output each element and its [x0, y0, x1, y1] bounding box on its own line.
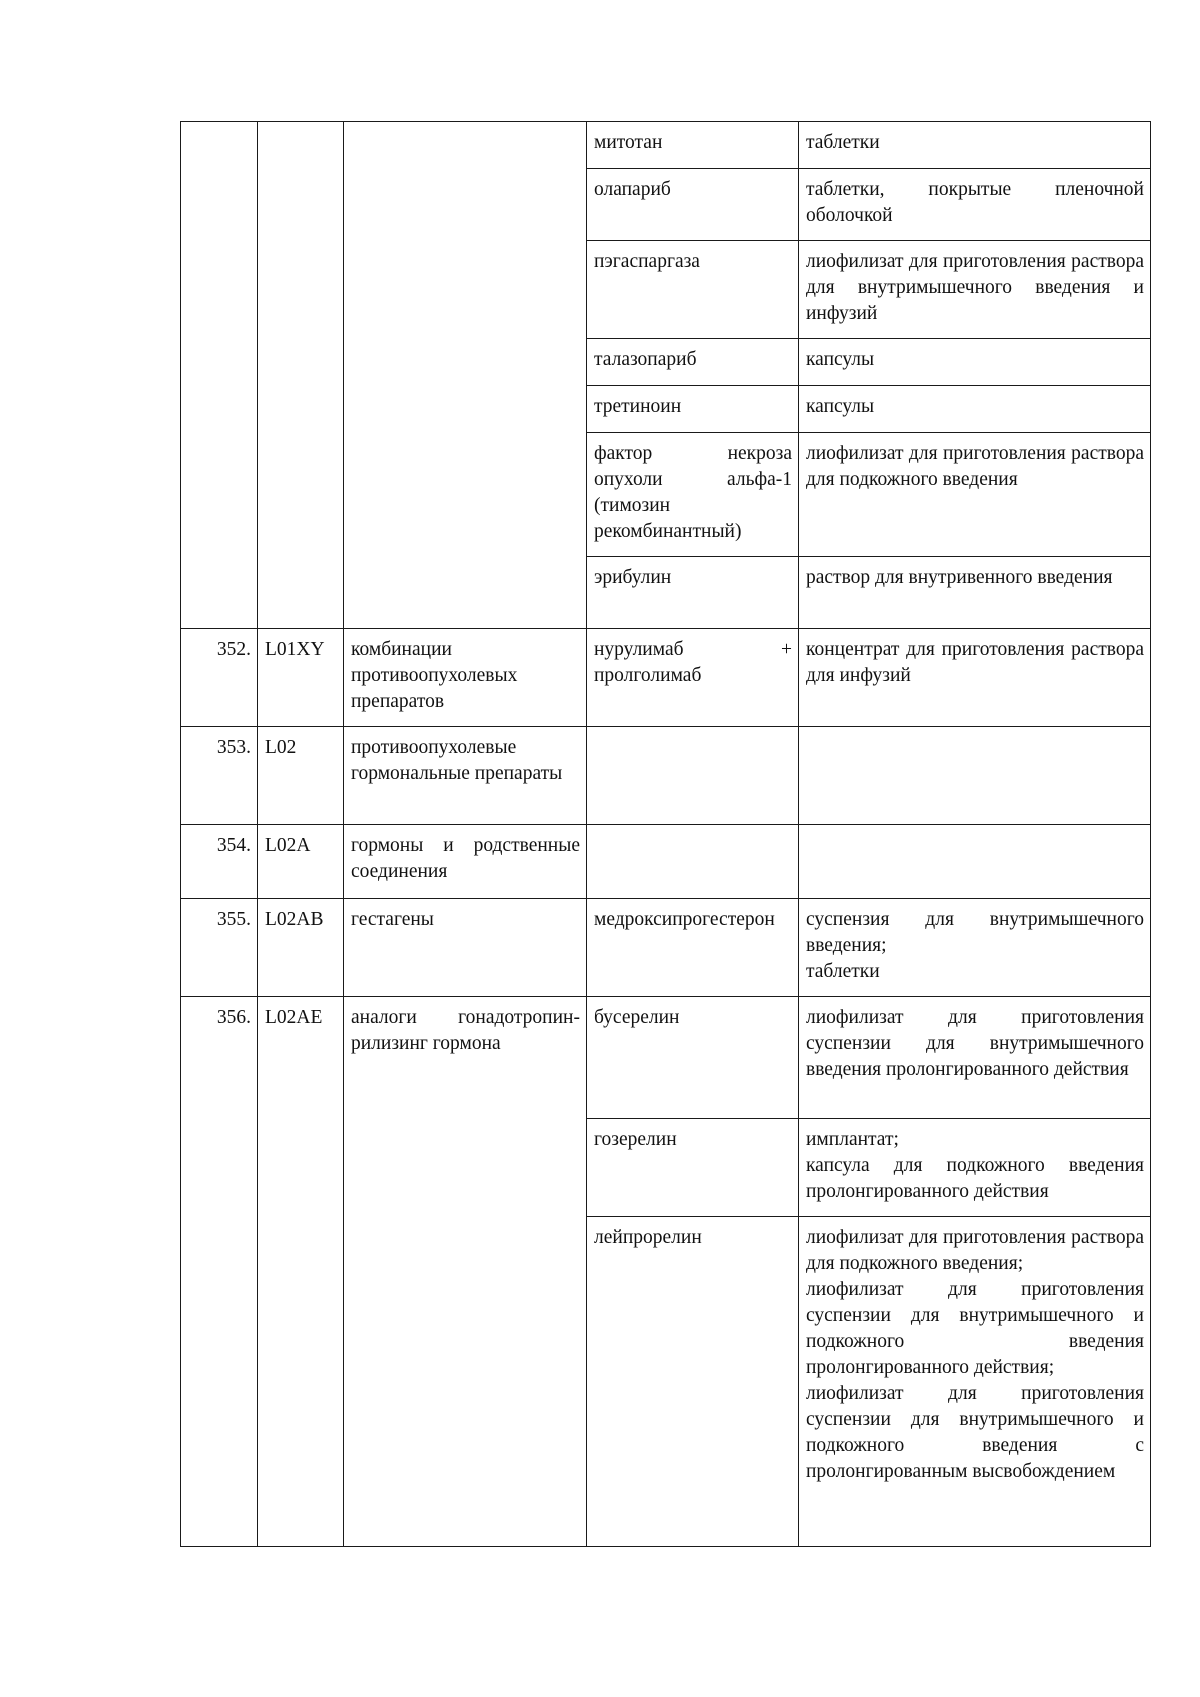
row-number-cell: 352.: [181, 629, 258, 727]
drug-name-cell: фактор некроза опухоли альфа-1 (тимозин рекомбинантный): [587, 433, 799, 557]
atc-code-cell: L02: [258, 727, 344, 825]
dosage-form-cell: капсулы: [799, 339, 1151, 386]
dosage-form-cell: таблетки, покрытые пленочной оболочкой: [799, 169, 1151, 241]
drug-name-cell: эрибулин: [587, 557, 799, 629]
table-row: [181, 727, 1151, 825]
atc-code-cell: L02AB: [258, 899, 344, 997]
row-number-cell: 355.: [181, 899, 258, 997]
table-row: [181, 629, 1151, 727]
dosage-form-cell: капсулы: [799, 386, 1151, 433]
dosage-form-cell: раствор для внутривенного введения: [799, 557, 1151, 629]
dosage-form-cell: лиофилизат для приготовления раствора для внутримышечного введения и инфузий: [799, 241, 1151, 339]
dosage-form-cell: лиофилизат для приготовления суспензии для внутримышечного введения пролонгированного действия: [799, 997, 1151, 1119]
drug-name-cell: [587, 727, 799, 825]
table-row: [181, 997, 1151, 1119]
row-number-cell: 353.: [181, 727, 258, 825]
table-row: [181, 122, 1151, 169]
atc-code-cell: L02A: [258, 825, 344, 899]
drug-name-cell: митотан: [587, 122, 799, 169]
drug-name-cell: лейпрорелин: [587, 1217, 799, 1547]
group-name-cell: гестагены: [344, 899, 587, 997]
dosage-form-cell: суспензия для внутримышечного введения; таблетки: [799, 899, 1151, 997]
row-number-cell: 354.: [181, 825, 258, 899]
drug-name-cell: гозерелин: [587, 1119, 799, 1217]
table-row: [181, 825, 1151, 899]
atc-code-cell: [258, 122, 344, 629]
drug-name-cell: олапариб: [587, 169, 799, 241]
drug-name-cell: талазопариб: [587, 339, 799, 386]
group-name-cell: противоопухолевые гормональные препараты: [344, 727, 587, 825]
row-number-cell: 356.: [181, 997, 258, 1547]
table-row: [181, 899, 1151, 997]
atc-code-cell: L01XY: [258, 629, 344, 727]
dosage-form-cell: лиофилизат для приготовления раствора для подкожного введения; лиофилизат для приготовления суспензии для внутримышечного и подкожного введения пролонгированного действия; лиофилизат для приготовления суспензии для внутримышечного и подкожного введения с пролонгированным высвобождением: [799, 1217, 1151, 1547]
drug-name-cell: медроксипрогестерон: [587, 899, 799, 997]
dosage-form-cell: таблетки: [799, 122, 1151, 169]
drug-name-cell: [587, 825, 799, 899]
row-number-cell: [181, 122, 258, 629]
group-name-cell: аналоги гонадотропин-рилизинг гормона: [344, 997, 587, 1547]
group-name-cell: гормоны и родственные соединения: [344, 825, 587, 899]
dosage-form-cell: имплантат; капсула для подкожного введения пролонгированного действия: [799, 1119, 1151, 1217]
group-name-cell: комбинации противоопухолевых препаратов: [344, 629, 587, 727]
dosage-form-cell: лиофилизат для приготовления раствора для подкожного введения: [799, 433, 1151, 557]
drug-name-cell: пэгаспаргаза: [587, 241, 799, 339]
drug-name-cell: нурулимаб + пролголимаб: [587, 629, 799, 727]
drug-list-table: [180, 121, 1151, 1547]
atc-code-cell: L02AE: [258, 997, 344, 1547]
dosage-form-cell: концентрат для приготовления раствора для инфузий: [799, 629, 1151, 727]
drug-name-cell: бусерелин: [587, 997, 799, 1119]
dosage-form-cell: [799, 727, 1151, 825]
dosage-form-cell: [799, 825, 1151, 899]
group-name-cell: [344, 122, 587, 629]
drug-name-cell: третиноин: [587, 386, 799, 433]
